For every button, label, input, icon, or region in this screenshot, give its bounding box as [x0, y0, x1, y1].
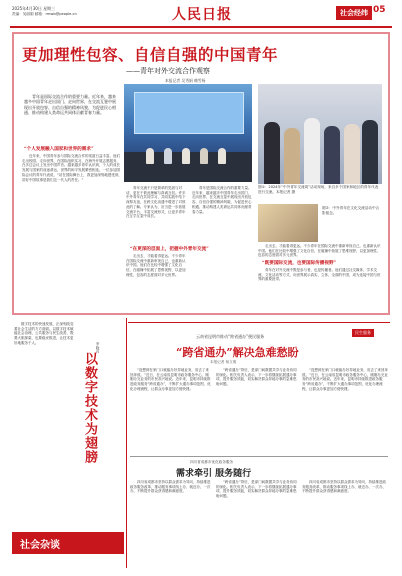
story-kicker: 云南省昆明市推动“跨省通办”便民服务	[196, 334, 265, 339]
body-column: 走出去，才能看得更远。不少青年在国际交流中重新审视自己，也重新认识中国。他们在比较中增强了文化自信，在碰撞中拓展了思维视野，以更加理性、包容的态度面对多元世界。	[258, 244, 381, 258]
story2-subtitle: 四川省成都市优化政务服务	[190, 460, 234, 464]
speaker-figure	[182, 148, 190, 164]
page-number: 05	[373, 5, 386, 15]
body-column: 青年是国际交流合作的重要力量。近年来，越来越多中国青年走出国门、走向世界，在交流互鉴中展现出开放包容、自信自强的精神风貌，为促进民心相通、推动构建人类命运共同体贡献青春力量。	[192, 186, 252, 214]
story2-column: 四川省成都市坚持以群众需求为导向，持续推进政务服务改革，推动服务事项线上办、就近办、一次办，不断提升群众获得感和满意度。	[302, 480, 386, 494]
story-column: “没想到在家门口就能办好异地业务，省去了来回奔波。”近日，在云南省昆明市政务服务中心，刚刚办完业务的市民高兴地说。近年来，昆明市持续推进政务服务“跨省通办”，不断扩大通办事项范围，优化办理流程，让群众办事更加方便快捷。	[130, 368, 211, 391]
story2-column: “跨省通办”背后，是部门间数据共享与业务协同的深化。相关负责人表示，下一步将继续拓展通办事项，提升服务效能，切实解决群众异地办事的急难愁盼问题。	[216, 480, 297, 499]
body-column: 走出去，才能看得更远。不少青年在国际交流中重新审视自己，也重新认识中国。他们在比较中增强了文化自信，在碰撞中拓展了思维视野，以更加理性、包容的态度面对多元世界。	[126, 254, 186, 277]
body-column: 青年在对外交流中既是参与者，也是传播者。他们通过社交媒体、学术交流、文化活动等方式，向世界展示真实、立体、全面的中国，成为连接中国与世界的重要纽带。	[258, 268, 381, 282]
speaker-figure	[218, 148, 226, 164]
person-figure	[304, 118, 320, 184]
conference-photo	[124, 84, 252, 182]
story2-title: 需求牵引 服务随行	[176, 469, 252, 479]
section-heading: “个人发展融入国家和世界的需求”	[24, 147, 94, 152]
feature-title: 更加理性包容、自信自强的中国青年	[22, 45, 279, 64]
speaker-figure	[200, 148, 208, 164]
commentary-title: 以数字技术为翅膀	[82, 352, 97, 464]
story2-column: 四川省成都市坚持以群众需求为导向，持续推进政务服务改革，推动服务事项线上办、就近办、一次办，不断提升群众获得感和满意度。	[130, 480, 211, 494]
lower-rule	[128, 322, 390, 327]
photo-caption-1: 图①：2024年“中外青年交流周”活动现场，来自多个国家和地区的青年代表进行交流。本报记者 摄	[258, 185, 379, 194]
story-byline: 本报记者 杨文明	[210, 360, 237, 364]
section-heading: “既要国际交流，也要国际传播视野”	[262, 261, 337, 266]
exchange-photo	[258, 204, 318, 242]
story-tag: 民生服务	[352, 329, 374, 337]
person-figure	[264, 122, 280, 184]
feature-bylines: 本报记者 吴秀娟 赖雪杨	[165, 78, 206, 83]
header-rule	[10, 26, 392, 28]
column-name: 社会杂谈	[20, 540, 60, 551]
commentary-body: 数字技术的快速发展，正深刻改变着社会生活的方方面面。以数字技术赋能社会治理、公共服务与民生改善，既要大胆探索，也要稳妥推进，让技术更好地服务于人。	[14, 322, 74, 345]
editor-meta: 责编：吴丽娟 邮箱：rmwb@people.cn	[12, 12, 77, 16]
newspaper-logo: 人民日报	[172, 7, 232, 23]
section-tag: 社会经纬	[336, 6, 372, 20]
feature-subtitle: ——青年对外交流合作观察	[126, 67, 210, 75]
speaker-figure	[146, 148, 154, 164]
column-divider	[126, 318, 127, 568]
section-heading: “在更深的层面上，把握中外青年交流”	[130, 247, 209, 252]
story-column: “没想到在家门口就能办好异地业务，省去了来回奔波。”近日，在云南省昆明市政务服务中心，刚刚办完业务的市民高兴地说。近年来，昆明市持续推进政务服务“跨省通办”，不断扩大通办事项范围，优化办理流程，让群众办事更加方便快捷。	[302, 368, 388, 391]
person-figure	[284, 128, 300, 184]
person-figure	[324, 126, 340, 184]
feature-lead: 青年是国际交流合作的重要力量。近年来，越来越多中国青年走出国门、走向世界，在交流互鉴中展现出开放包容、自信自强的精神风貌，为促进民心相通、推动构建人类命运共同体贡献青春力量。	[24, 94, 116, 116]
body-column: 近年来，中国青年参与国际交流合作的渠道日益丰富。他们走出校园、走向世界，在国际组织实习、在海外开展志愿服务、在多边会议上发出中国声音。越来越多青年认识到，个人的成长发展与国家的前途命运、世界的和平发展紧密相连。一位参加国际会议的青年代表说，“站在国际舞台上，我更加深刻地感受到，讲好中国故事是我们这一代人的责任。”	[22, 154, 122, 182]
commentary-author: 李晓亮	[96, 342, 100, 353]
speaker-figure	[164, 148, 172, 164]
group-photo	[258, 84, 382, 184]
photo-caption-2: 图②：中外青年在文化交流活动中合影留念。	[322, 206, 380, 215]
story-divider	[130, 456, 388, 457]
story-title: “跨省通办”解决急难愁盼	[176, 346, 299, 359]
body-column: 青年交流不只是简单的见面与对话，更在于彼此理解与真诚互信。许多中外青年在共同学习、共同实践中结下深厚友谊，在跨文化沟通中增进了对彼此的了解。专家认为，应当进一步拓展交流平台，丰富交流形式，让更多青年在互学互鉴中成长。	[126, 186, 186, 219]
issue-date: 2025年4月30日 星期三	[12, 6, 56, 11]
story-column: “跨省通办”背后，是部门间数据共享与业务协同的深化。相关负责人表示，下一步将继续拓展通办事项，提升服务效能，切实解决群众异地办事的急难愁盼问题。	[216, 368, 297, 387]
person-figure	[344, 124, 360, 184]
person-figure	[362, 120, 378, 184]
stage-banner	[134, 92, 244, 134]
